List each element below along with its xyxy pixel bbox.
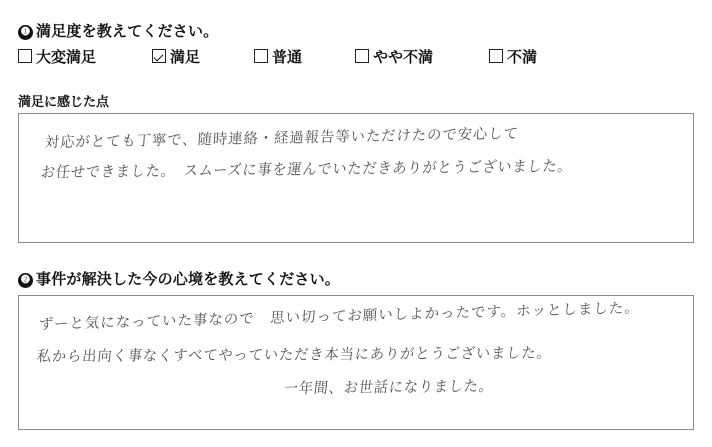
choice-label-somewhat-dissatisfied: やや不満 [373, 49, 434, 66]
choice-satisfied[interactable] [152, 46, 200, 67]
question-1-sub-label: 満足に感じた点 [18, 94, 110, 109]
choice-neutral[interactable] [254, 46, 302, 67]
checkbox-neutral[interactable] [254, 49, 268, 63]
handwriting-line: 私から出向く事なくすべてやっていただき本当にありがとうございました。 [36, 344, 553, 366]
checkbox-satisfied[interactable] [152, 49, 166, 63]
handwriting-line: ずーと気になっていた事なので 思い切ってお願いしよかったです。ホッとしました。 [38, 299, 641, 334]
choice-very-satisfied[interactable] [18, 46, 96, 67]
answer-box-1[interactable] [18, 113, 694, 243]
question-1-text: 満足度を教えてください。 [36, 23, 219, 40]
choice-label-satisfied: 満足 [170, 49, 201, 66]
checkbox-dissatisfied[interactable] [489, 49, 503, 63]
choice-somewhat-dissatisfied[interactable] [355, 46, 433, 67]
choice-dissatisfied[interactable] [489, 46, 537, 67]
question-2-text: 事件が解決した今の心境を教えてください。 [36, 271, 341, 288]
choice-label-dissatisfied: 不満 [507, 49, 538, 66]
question-2-number: ❷ [18, 273, 33, 288]
checkbox-very-satisfied[interactable] [18, 49, 32, 63]
question-1-heading [18, 20, 218, 41]
answer-box-2[interactable] [18, 295, 694, 430]
question-2-heading [18, 268, 340, 289]
handwriting-line: 対応がとても丁寧で、随時連絡・経過報告等いただけたので安心して [44, 125, 520, 152]
choice-label-very-satisfied: 大変満足 [36, 49, 97, 66]
question-1-number: ❶ [18, 25, 33, 40]
satisfaction-choice-group[interactable] [18, 46, 578, 70]
handwriting-line: 一年間、お世話になりました。 [282, 377, 495, 398]
handwriting-line: お任せできました。 スムーズに事を運んでいただきありがとうございました。 [39, 157, 574, 182]
choice-label-neutral: 普通 [272, 49, 303, 66]
checkbox-somewhat-dissatisfied[interactable] [355, 49, 369, 63]
